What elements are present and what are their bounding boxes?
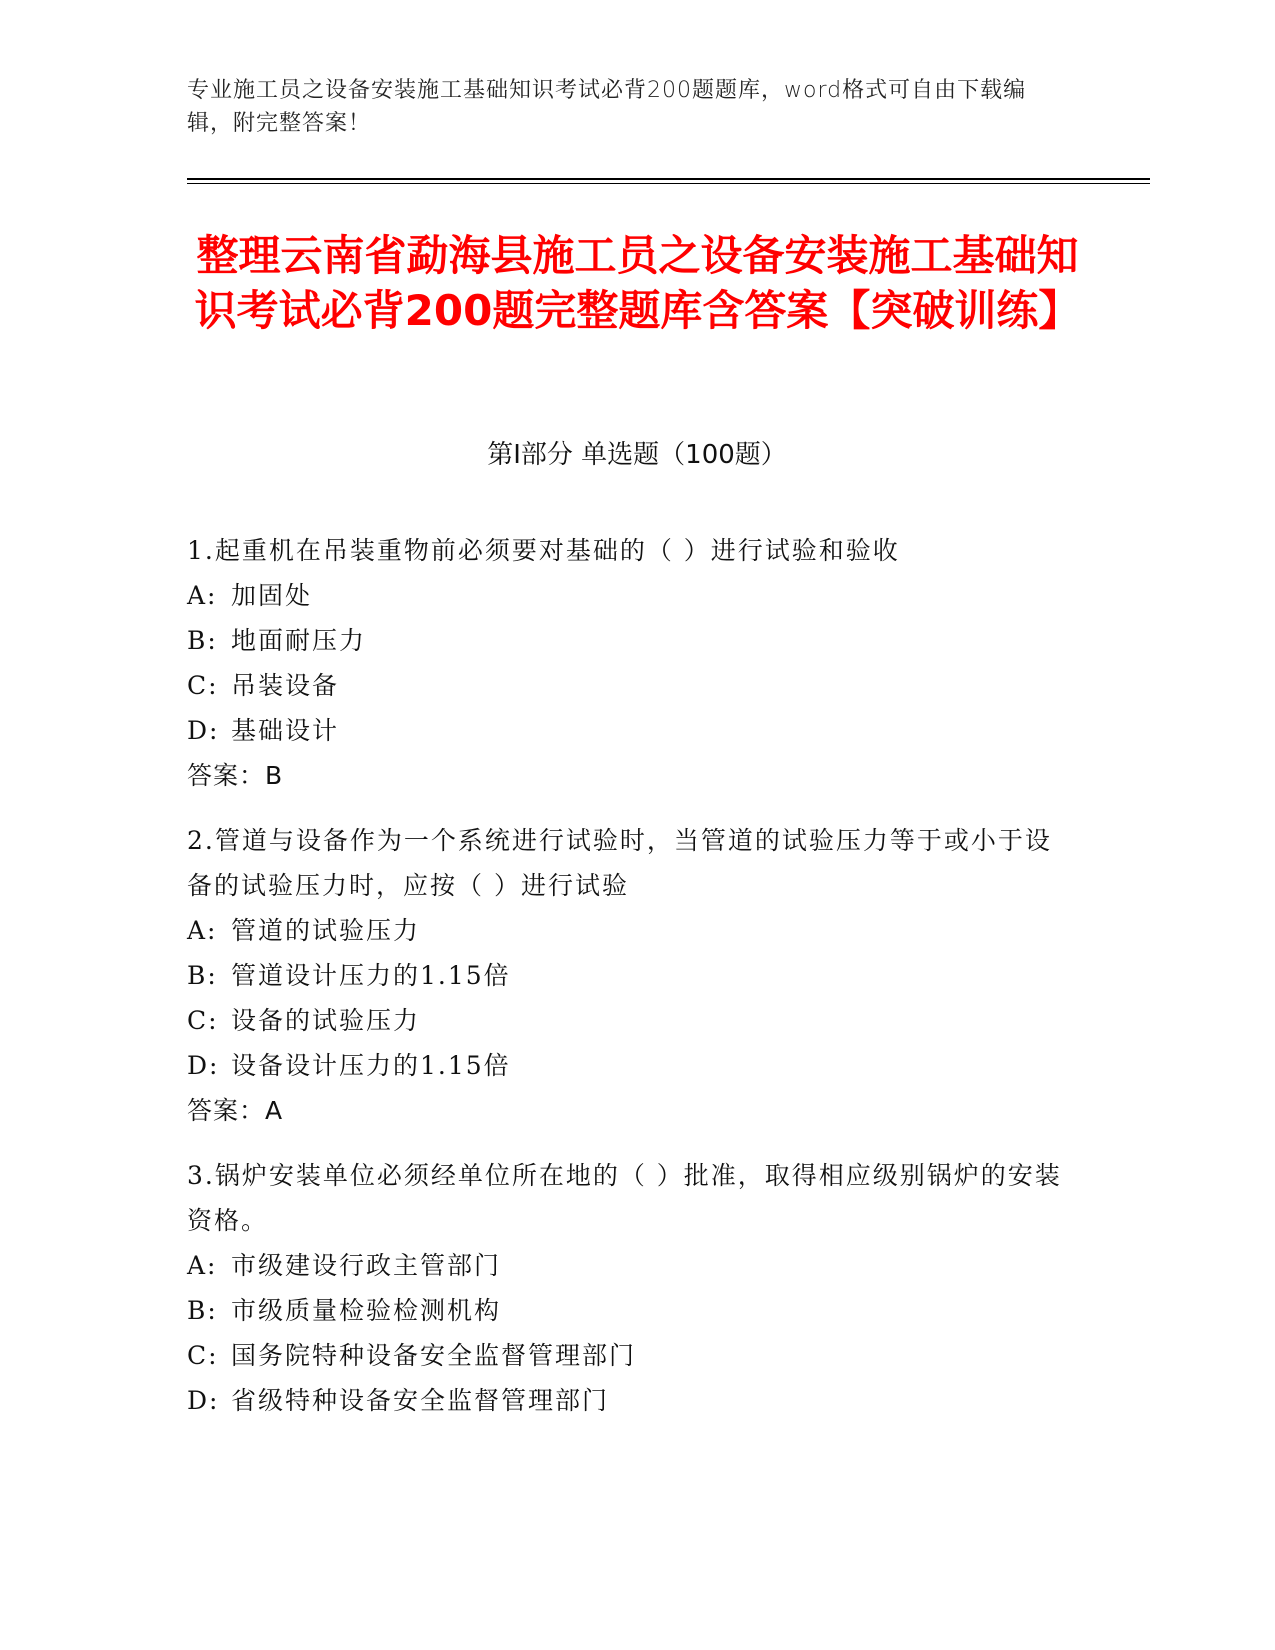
option-text: 加固处: [231, 581, 313, 610]
option-a: [187, 1243, 1077, 1288]
option-key: B:: [187, 626, 218, 655]
option-b: [187, 953, 1077, 998]
option-key: A:: [187, 1251, 218, 1280]
option-key: B:: [187, 961, 218, 990]
option-text: 基础设计: [231, 716, 340, 745]
question-3: [187, 1153, 1077, 1423]
option-key: D:: [187, 1051, 220, 1080]
option-key: C:: [187, 671, 219, 700]
option-key: D:: [187, 1386, 220, 1415]
document-title: 整理云南省勐海县施工员之设备安装施工基础知识考试必背200题完整题库含答案【突破训练】: [194, 231, 1081, 335]
option-text: 设备设计压力的1.15倍: [231, 1051, 511, 1080]
option-text: 地面耐压力: [231, 626, 367, 655]
option-c: [187, 663, 1077, 708]
option-text: 国务院特种设备安全监督管理部门: [231, 1341, 637, 1370]
question-2: [187, 818, 1077, 1133]
question-list: [187, 528, 1077, 1443]
question-text: 1.起重机在吊装重物前必须要对基础的（ ）进行试验和验收: [187, 536, 900, 565]
option-text: 管道的试验压力: [231, 916, 421, 945]
option-a: [187, 573, 1077, 618]
answer: 答案：A: [187, 1096, 284, 1125]
section-title: 第Ⅰ部分 单选题（100题）: [487, 440, 787, 470]
header-rule-thick: [187, 178, 1150, 180]
option-text: 吊装设备: [231, 671, 340, 700]
question-1: [187, 528, 1077, 798]
option-b: [187, 1288, 1077, 1333]
option-a: [187, 908, 1077, 953]
option-key: D:: [187, 716, 220, 745]
option-d: [187, 708, 1077, 753]
option-b: [187, 618, 1077, 663]
option-d: [187, 1043, 1077, 1088]
option-text: 设备的试验压力: [231, 1006, 421, 1035]
option-key: C:: [187, 1006, 219, 1035]
option-key: A:: [187, 581, 218, 610]
header-rule-thin: [187, 183, 1150, 184]
header-note: 专业施工员之设备安装施工基础知识考试必背200题题库，word格式可自由下载编辑，附完整答案！: [187, 78, 1027, 136]
question-text: 2.管道与设备作为一个系统进行试验时，当管道的试验压力等于或小于设备的试验压力时，应按（ ）进行试验: [187, 826, 1052, 900]
option-text: 省级特种设备安全监督管理部门: [231, 1386, 610, 1415]
option-c: [187, 1333, 1077, 1378]
question-text: 3.锅炉安装单位必须经单位所在地的（ ）批准，取得相应级别锅炉的安装资格。: [187, 1161, 1062, 1235]
option-c: [187, 998, 1077, 1043]
option-text: 市级建设行政主管部门: [231, 1251, 502, 1280]
option-key: A:: [187, 916, 218, 945]
option-text: 市级质量检验检测机构: [231, 1296, 502, 1325]
option-text: 管道设计压力的1.15倍: [231, 961, 511, 990]
option-key: C:: [187, 1341, 219, 1370]
option-key: B:: [187, 1296, 218, 1325]
answer: 答案：B: [187, 761, 284, 790]
option-d: [187, 1378, 1077, 1423]
